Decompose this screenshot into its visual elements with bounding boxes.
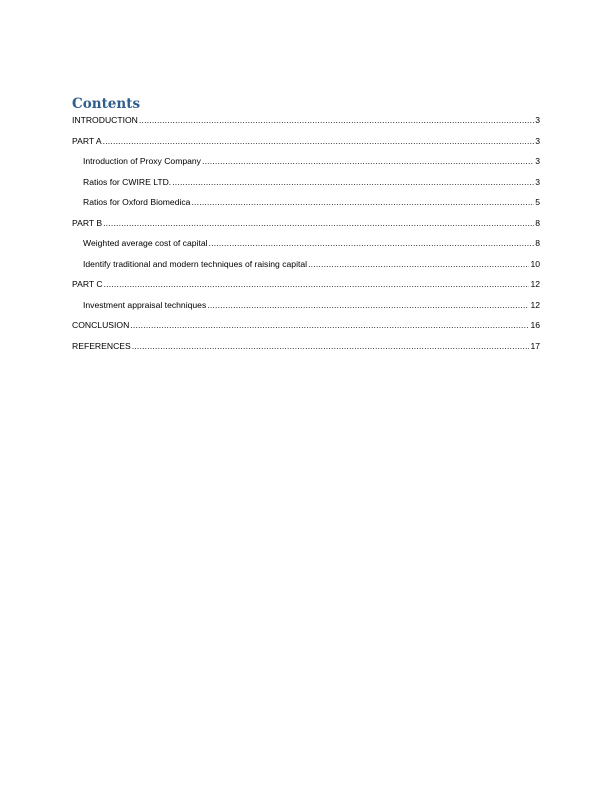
toc-entry-part-c[interactable] — [72, 279, 540, 300]
toc-dot-leader — [191, 197, 534, 208]
toc-page-number: 5 — [535, 197, 540, 207]
toc-entry-label: PART C — [72, 279, 103, 289]
toc-entry-label: Ratios for Oxford Biomedica — [83, 197, 191, 207]
toc-entry-label: PART B — [72, 217, 103, 228]
toc-dot-leader — [104, 279, 530, 290]
toc-dot-leader — [207, 300, 529, 311]
toc-entry-ratios-cwire[interactable] — [72, 177, 540, 198]
toc-entry-label: REFERENCES — [72, 340, 131, 351]
toc-entry-references[interactable] — [72, 341, 540, 362]
toc-entry-label: Identify traditional and modern techniques of raising capital — [83, 258, 308, 269]
toc-entry-label: CONCLUSION — [72, 320, 130, 330]
toc-entry-label: Introduction of Proxy Company — [83, 156, 201, 166]
toc-page-number: 17 — [530, 340, 540, 351]
toc-title: Contents — [72, 96, 141, 112]
toc-entry-label: PART A — [72, 135, 102, 146]
toc-entry-label: Weighted average cost of capital — [83, 238, 208, 248]
toc-entry-label: Ratios for CWIRE LTD. — [83, 176, 172, 187]
toc-entry-conclusion[interactable] — [72, 320, 540, 341]
toc-page-number: 12 — [530, 299, 540, 310]
toc-entry-introduction[interactable] — [72, 115, 540, 136]
toc-entry-investment-appraisal[interactable] — [72, 300, 540, 321]
toc-dot-leader — [308, 259, 529, 270]
toc-page-number: 8 — [535, 238, 540, 248]
toc-entry-part-a[interactable] — [72, 136, 540, 157]
toc-page-number: 10 — [530, 258, 540, 269]
toc-entry-ratios-oxford-biomedica[interactable] — [72, 197, 540, 218]
toc-dot-leader — [132, 341, 530, 352]
toc-page-number: 8 — [535, 217, 540, 228]
table-of-contents — [72, 115, 540, 361]
toc-entry-introduction-of-proxy-company[interactable] — [72, 156, 540, 177]
toc-dot-leader — [139, 115, 534, 126]
toc-page-number: 3 — [535, 176, 540, 187]
toc-page-number: 3 — [535, 115, 540, 125]
toc-entry-label: INTRODUCTION — [72, 115, 138, 125]
toc-dot-leader — [172, 177, 534, 188]
toc-page-number: 12 — [530, 279, 540, 289]
toc-entry-label: Investment appraisal techniques — [83, 299, 207, 310]
toc-entry-raising-capital-techniques[interactable] — [72, 259, 540, 280]
toc-page-number: 3 — [535, 156, 540, 166]
toc-dot-leader — [103, 218, 534, 229]
toc-page-number: 3 — [535, 135, 540, 146]
toc-dot-leader — [209, 238, 535, 249]
toc-entry-part-b[interactable] — [72, 218, 540, 239]
toc-entry-wacc[interactable] — [72, 238, 540, 259]
toc-dot-leader — [130, 320, 529, 331]
toc-dot-leader — [202, 156, 534, 167]
toc-page-number: 16 — [530, 320, 540, 330]
toc-dot-leader — [103, 136, 535, 147]
